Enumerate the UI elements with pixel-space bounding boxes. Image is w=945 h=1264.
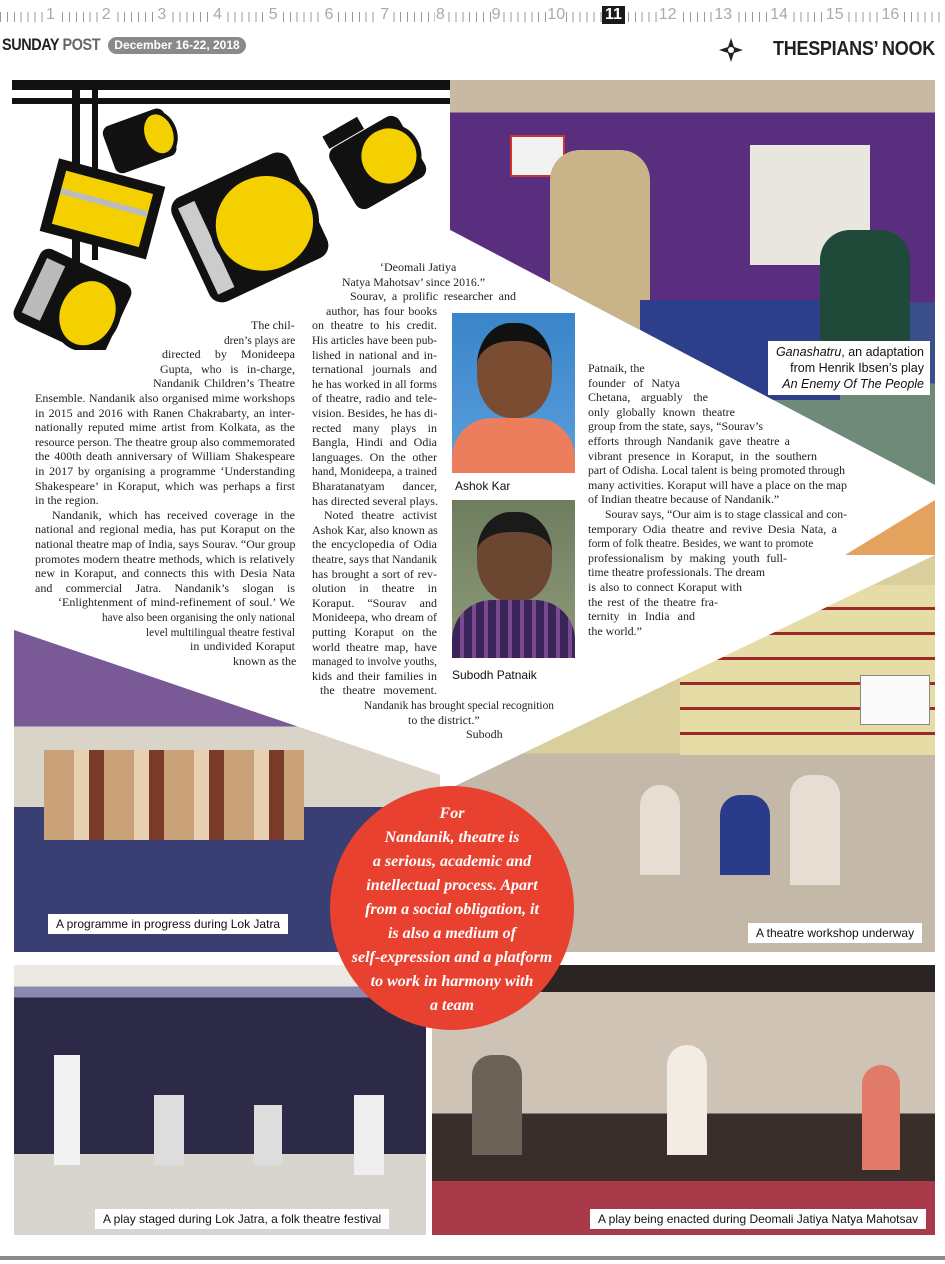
caption-play-title: An: [782, 377, 798, 391]
article-text-line: nationally reputed mime artist from Kolkata, as the: [35, 420, 295, 435]
article-text-line: part of Odisha. Local talent is being promoted through: [588, 463, 845, 478]
caption-lok-jatra-play: A play staged during Lok Jatra, a folk theatre festival: [95, 1209, 389, 1229]
article-text-line: directed by Monideepa: [162, 347, 295, 362]
caption-text: , an adaptation: [841, 345, 924, 359]
article-text-line: national theatre map of India, says Sourav. “Our group: [35, 537, 296, 551]
article-text-line: he has worked in all forms: [312, 376, 437, 391]
article-text-line: Gupta, who is in-charge,: [160, 361, 295, 376]
article-text-line: Nandanik Children’s Theatre: [153, 376, 295, 391]
article-text-line: in the region.: [35, 493, 99, 508]
ruler-number: 10: [547, 6, 566, 23]
article-text-line: promotes modern theatre methods, which is relatively: [35, 551, 295, 566]
article-text-line: managed to involve youths,: [312, 654, 437, 669]
bottom-rule: [0, 1256, 945, 1260]
caption-lok-jatra-programme: A programme in progress during Lok Jatra: [48, 914, 288, 934]
article-text-line: world theatre map, have: [312, 639, 437, 654]
ruler-number: 9: [491, 6, 501, 23]
ruler-number: 16: [881, 6, 900, 23]
article-text-line: lished in national and in-: [312, 347, 437, 362]
seated-figure: [820, 230, 910, 350]
article-text-line: Bangla, Hindi and Odia: [312, 435, 437, 450]
brand-light: POST: [62, 35, 101, 54]
article-text-line: rected many plays in: [312, 420, 437, 435]
pull-quote-line: For: [439, 805, 465, 822]
article-text-line: of theatre, radio and tele-: [312, 391, 437, 406]
ruler-number: 11: [602, 6, 625, 24]
article-text-line: theatre, says that Nandanik: [312, 552, 437, 566]
article-text-line: the theatre movement.: [320, 683, 437, 698]
article-text-line: Subodh: [466, 727, 503, 742]
brand-bold: SUNDAY: [2, 35, 59, 54]
article-text-line: have also been organising the only national: [102, 610, 295, 624]
article-text-line: Koraput. “Sourav and: [312, 595, 437, 610]
article-text-line: Chetana, arguably the: [588, 390, 708, 405]
article-text-line: dren’s plays are: [224, 332, 296, 347]
speaker-figure: [550, 150, 650, 330]
ruler-number: 2: [101, 6, 111, 23]
ruler-number: 5: [268, 6, 278, 23]
article-text-line: on theatre to his credit.: [312, 318, 437, 333]
article-text-line: Nandanik, which has received coverage in the: [52, 507, 295, 522]
issue-date: December 16-22, 2018: [108, 37, 246, 54]
article-text-line: ‘Deomali Jatiya: [380, 260, 457, 274]
article-text-line: group from the state, says, “Sourav’s: [588, 419, 763, 434]
ruler-number: 15: [825, 6, 844, 23]
article-text-line: level multilingual theatre festival: [146, 624, 295, 639]
article-text-line: known as the: [233, 653, 297, 668]
article-text-line: many activities. Koraput will have a place on the map: [588, 477, 847, 492]
ruler-number: 12: [658, 6, 677, 23]
ruler-number: 3: [157, 6, 167, 23]
article-text-line: author, has four books: [326, 303, 437, 318]
article-text-line: in 2017 by organising a programme ‘Understanding: [35, 464, 295, 478]
article-text-line: temporary Odia theatre and revive Desia Nata, a: [588, 521, 837, 536]
caption-text: from Henrik Ibsen’s play: [790, 361, 924, 375]
portrait-caption-subodh: Subodh Patnaik: [452, 668, 537, 682]
article-text-line: The chil-: [251, 318, 295, 332]
pull-quote: [330, 786, 574, 1030]
article-text-line: founder of Natya: [588, 375, 680, 390]
article-text-line: olution in theatre in: [312, 581, 437, 596]
article-text-line: Monideepa, who dream of: [312, 610, 437, 625]
article-text-line: only globally known theatre: [588, 404, 735, 419]
compass-diamond-icon: [718, 37, 744, 63]
portrait-ashok-kar: [452, 313, 575, 473]
article-text-line: the encyclopedia of Odia: [312, 537, 437, 552]
article-text-line: Ensemble. Nandanik also organised mime workshops: [35, 391, 295, 405]
pull-quote-line: Nandanik, theatre is: [384, 829, 520, 846]
article-text-line: has brought a sort of rev-: [312, 566, 437, 581]
article-text-line: efforts through Nandanik gave theatre a: [588, 434, 790, 448]
ruler-number: 13: [714, 6, 733, 23]
article-text-line: Nandanik has brought special recognition: [364, 698, 554, 712]
article-text-line: vibrant presence in Koraput, in the southern: [588, 448, 817, 463]
article-text-line: form of folk theatre. Besides, we want to promote: [588, 536, 814, 551]
section-title: THESPIANS’ NOOK: [773, 38, 935, 60]
pull-quote-line: a serious, academic and: [372, 853, 532, 870]
article-text-line: resource person. The theatre group also commemorated: [35, 434, 295, 449]
orange-accent-triangle: [845, 500, 935, 555]
article-text-line: professionalism by making youth full-: [588, 550, 787, 565]
article-text-line: hand, Monideepa, a trained: [312, 464, 437, 479]
article-text-line: to the district.”: [408, 712, 480, 727]
article-text-line: Bharatanatyam dancer,: [312, 479, 437, 493]
article-text-line: has directed several plays.: [312, 493, 438, 508]
article-text-line: Natya Mahotsav’ since 2016.”: [342, 274, 486, 289]
article-text-line: putting Koraput on the: [312, 625, 437, 639]
article-text-line: national and regional media, has put Koraput on the: [35, 522, 295, 537]
article-text-line: ‘Enlightenment of mind-refinement of soul.’ We: [58, 595, 295, 610]
pull-quote-line: to work in harmony with: [370, 973, 534, 990]
pull-quote-line: self-expression and a platform: [351, 949, 553, 966]
article-text-line: is also to connect Koraput with: [588, 580, 742, 594]
article-text-line: Patnaik, the: [588, 361, 645, 375]
article-text-line: Sourav says, “Our aim is to stage classical and con-: [605, 507, 847, 521]
article-text-line: the world.”: [588, 623, 642, 638]
caption-play-title: Ganashatru: [775, 345, 842, 359]
article-text-line: Sourav, a prolific researcher and: [350, 289, 516, 304]
ruler-number: 8: [435, 6, 445, 23]
article-text-line: of Indian theatre because of Nandanik.”: [588, 492, 780, 507]
publication-name: [2, 35, 100, 55]
article-text-line: kids and their families in: [312, 668, 437, 683]
portrait-subodh-patnaik: [452, 500, 575, 658]
article-text-line: languages. On the other: [312, 449, 437, 464]
article-text-line: ternational journals and: [312, 362, 437, 377]
ruler-number: 6: [324, 6, 334, 23]
article-text-line: His articles have been pub-: [312, 333, 437, 347]
article-text-line: Shakespeare’ in Koraput, which was perhaps a first: [35, 478, 295, 493]
pull-quote-line: is also a medium of: [387, 925, 516, 942]
ruler-number: 14: [770, 6, 788, 23]
page-ruler: [0, 4, 945, 26]
article-text-line: in undivided Koraput: [190, 639, 295, 654]
article-text-line: ternity in India and: [588, 609, 695, 624]
ruler-number: 1: [46, 6, 55, 23]
portrait-caption-ashok: Ashok Kar: [455, 479, 511, 493]
article-text-line: Noted theatre activist: [324, 508, 437, 523]
article-text-line: time theatre professionals. The dream: [588, 565, 765, 580]
pull-quote-line: from a social obligation, it: [365, 901, 539, 918]
pull-quote-line: intellectual process. Apart: [366, 877, 538, 894]
article-text-line: vision. Besides, he has di-: [312, 406, 438, 420]
article-text-line: Ashok Kar, also known as: [312, 522, 438, 537]
ruler-number: 4: [213, 6, 222, 23]
article-text-line: and commercial Jatra. Nandanik’s slogan is: [35, 580, 295, 595]
article-text-line: the 400th death anniversary of William Shakespeare: [35, 449, 295, 464]
caption-deomali-play: A play being enacted during Deomali Jatiya Natya Mahotsav: [590, 1209, 926, 1229]
ruler-number: 7: [380, 6, 390, 23]
article-text-line: the rest of the theatre fra-: [588, 594, 718, 609]
article-text-line: new in Koraput, and connects this with Desia Nata: [35, 566, 295, 581]
caption-play-title: Enemy Of The People: [801, 377, 924, 391]
caption-theatre-workshop: A theatre workshop underway: [748, 923, 922, 943]
article-text-line: in 2015 and 2016 with Ranen Chakrabarty, an inter-: [35, 405, 295, 420]
caption-ganashatru: [768, 341, 930, 395]
pull-quote-line: a team: [430, 997, 474, 1014]
